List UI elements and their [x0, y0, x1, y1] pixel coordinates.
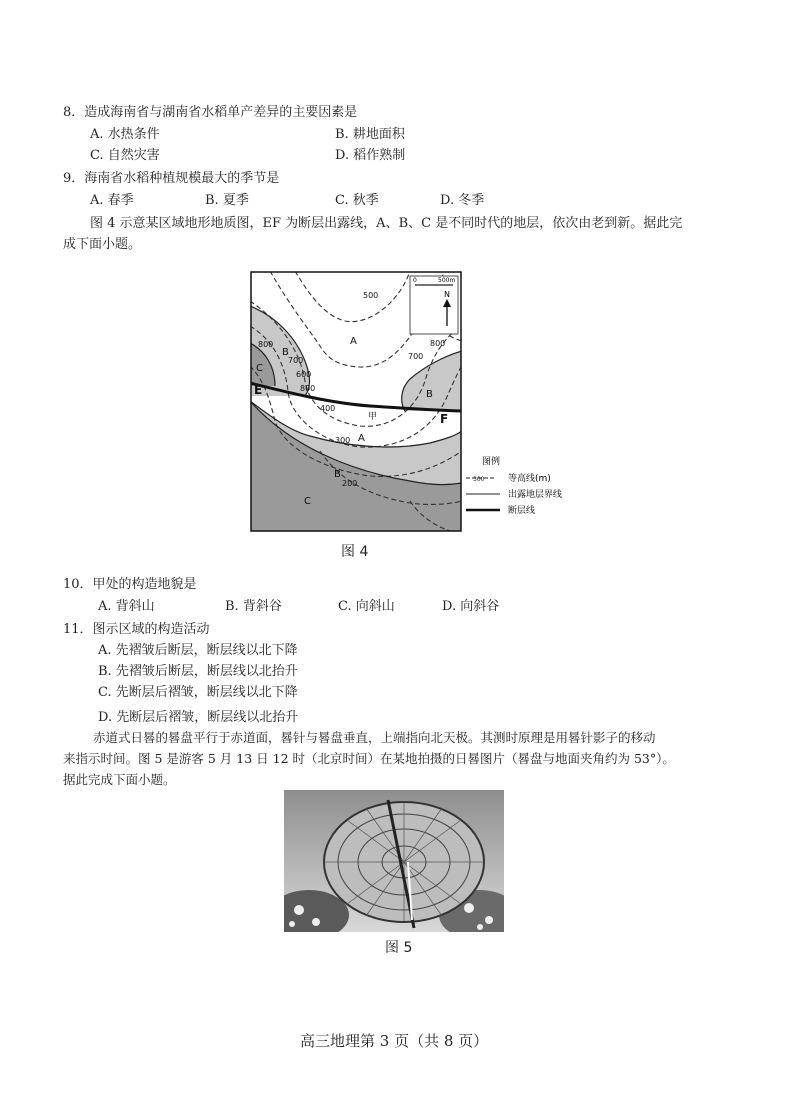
legend-fault-label: 断层线: [508, 506, 536, 516]
q10-option-a: A. 背斜山: [98, 599, 155, 614]
question-10-stem: 10．甲处的构造地貌是: [63, 577, 197, 592]
question-9-stem: 9．海南省水稻种植规模最大的季节是: [63, 171, 280, 186]
figure-4-map: [250, 271, 614, 533]
scale-zero: 0: [413, 277, 417, 284]
layer-label: C: [256, 363, 263, 374]
q8-option-d: D. 稻作熟制: [335, 148, 406, 163]
passage-2-line-2: 来指示时间。图 5 是游客 5 月 13 日 12 时（北京时间）在某地拍摄的日晷图片（晷盘与地面夹角约为 53°）。: [63, 751, 675, 766]
point-label-f: F: [440, 412, 449, 426]
contour-label: 700: [288, 356, 304, 365]
legend-title: 图例: [482, 457, 501, 467]
point-label-jia: 甲: [368, 412, 378, 422]
q10-option-d: D. 向斜谷: [442, 599, 500, 614]
layer-label: A: [358, 433, 365, 444]
q11-option-a: A. 先褶皱后断层，断层线以北下降: [98, 643, 298, 658]
question-11-stem: 11．图示区域的构造活动: [63, 622, 210, 637]
layer-label: A: [350, 336, 357, 347]
passage-2-line-3: 据此完成下面小题。: [63, 772, 176, 787]
q11-option-b: B. 先褶皱后断层，断层线以北抬升: [98, 664, 298, 679]
legend-contour-value: 300: [473, 476, 485, 483]
contour-label: 200: [342, 479, 358, 488]
passage-1-line-1: 图 4 示意某区域地形地质图，EF 为断层出露线，A、B、C 是不同时代的地层，依次由老到新。据此完: [90, 216, 683, 231]
q11-option-c: C. 先断层后褶皱，断层线以北下降: [98, 685, 298, 700]
layer-label: B: [426, 389, 433, 400]
page-footer: 高三地理第 3 页（共 8 页）: [300, 1032, 489, 1050]
contour-label: 700: [408, 352, 424, 361]
q9-option-c: C. 秋季: [335, 193, 379, 208]
passage-2-line-1: 赤道式日晷的晷盘平行于赤道面，晷针与晷盘垂直，上端指向北天极。其测时原理是用晷针影子的移动: [93, 730, 656, 745]
legend-contour-label: 等高线(m): [508, 474, 551, 484]
figure-4-caption: 图 4: [341, 544, 369, 560]
q8-option-a: A. 水热条件: [90, 127, 160, 142]
figure-5-sundial-image: [284, 790, 504, 932]
contour-label: 800: [300, 384, 316, 393]
q8-option-c: C. 自然灾害: [90, 148, 160, 163]
contour-label: 800: [430, 339, 446, 348]
q11-option-d: D. 先断层后褶皱，断层线以北抬升: [98, 710, 299, 725]
figure-5-caption: 图 5: [385, 940, 413, 956]
q9-option-d: D. 冬季: [440, 193, 485, 208]
north-label: N: [444, 290, 450, 299]
point-label-e: E: [254, 383, 263, 397]
figure-4-legend: [466, 455, 562, 516]
contour-label: 500: [363, 291, 379, 300]
q8-option-b: B. 耕地面积: [335, 127, 405, 142]
q10-option-b: B. 背斜谷: [225, 599, 282, 614]
layer-label: C: [304, 496, 311, 507]
contour-label: 400: [320, 404, 336, 413]
q9-option-a: A. 春季: [90, 193, 134, 208]
layer-label: B: [282, 347, 289, 358]
question-8-stem: 8．造成海南省与湖南省水稻单产差异的主要因素是: [63, 105, 358, 120]
scale-north-box: [410, 276, 458, 334]
scale-label: 500m: [438, 277, 456, 284]
contour-label: 300: [335, 436, 351, 445]
q9-option-b: B. 夏季: [205, 193, 249, 208]
layer-label: B: [334, 469, 341, 480]
contour-label: 800: [258, 340, 274, 349]
legend-boundary-label: 出露地层界线: [508, 490, 563, 500]
passage-1-line-2: 成下面小题。: [63, 237, 142, 252]
q10-option-c: C. 向斜山: [338, 599, 395, 614]
contour-label: 600: [296, 370, 312, 379]
